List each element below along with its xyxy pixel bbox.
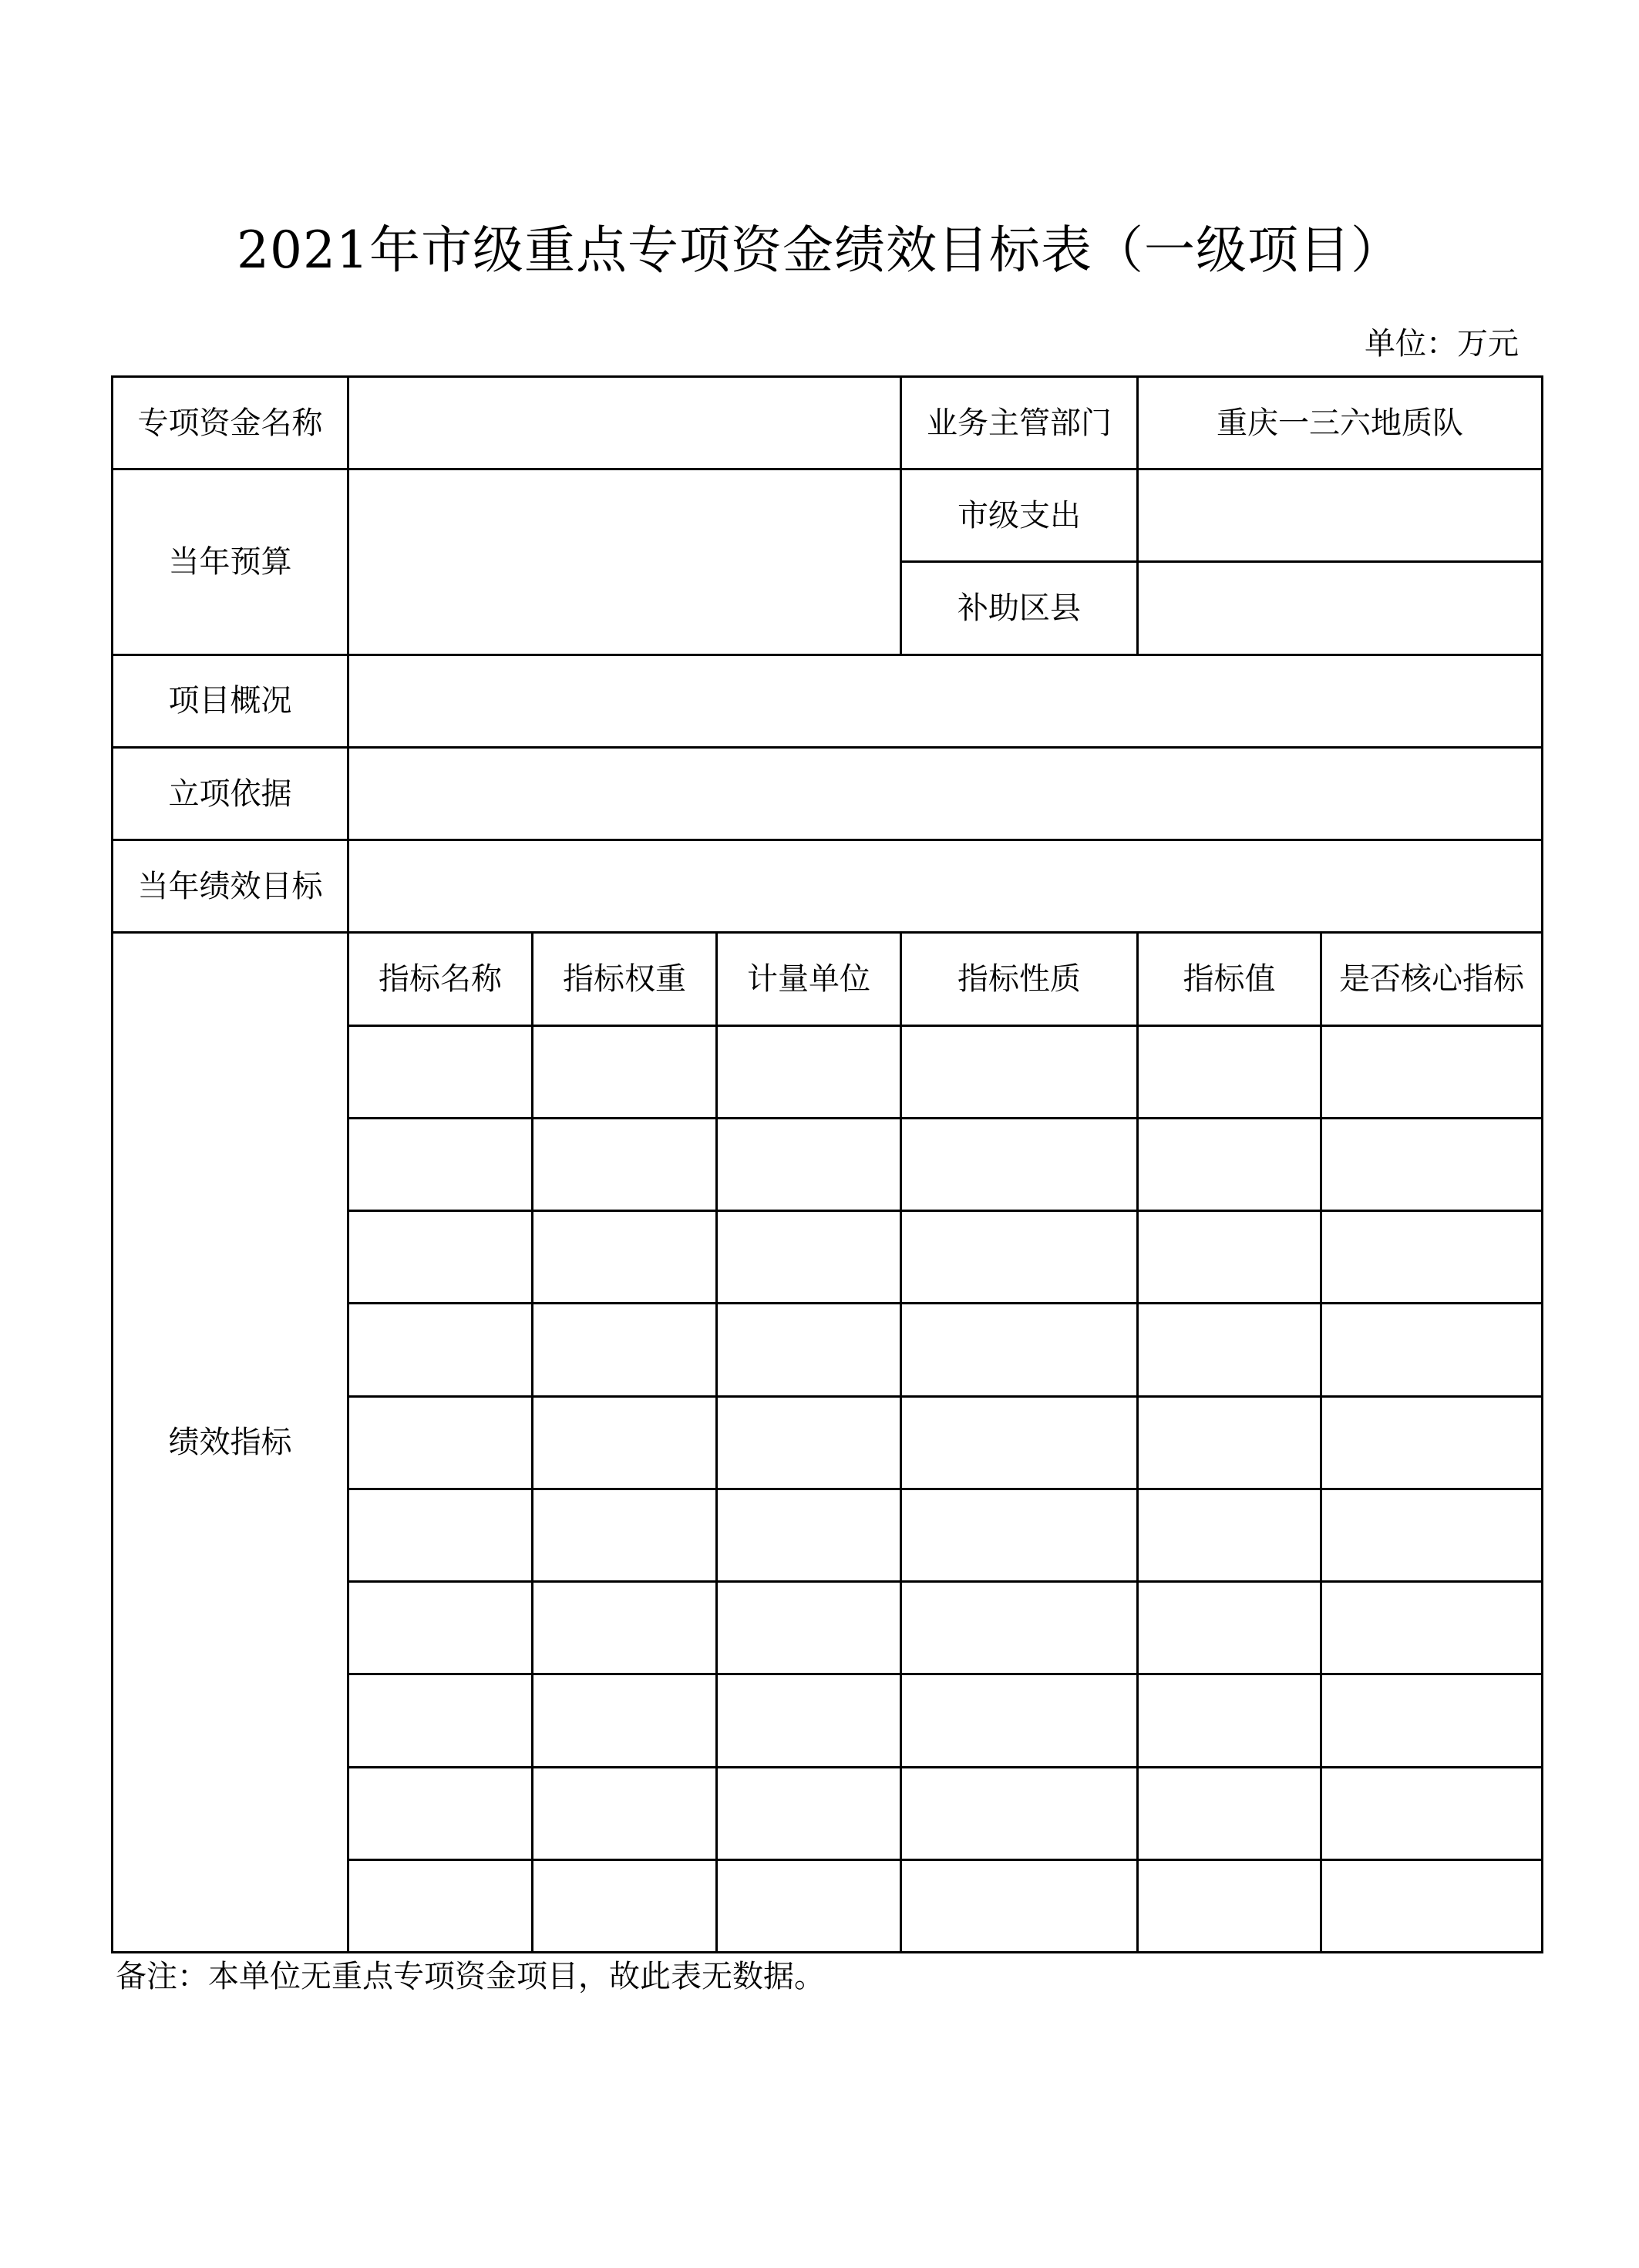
unit-label: 单位：万元 — [1365, 326, 1519, 362]
table-cell — [901, 1304, 1138, 1396]
table-cell — [717, 1118, 901, 1210]
basis-value — [348, 747, 1543, 840]
table-cell — [717, 1674, 901, 1767]
footnote: 备注：本单位无重点专项资金项目，故此表无数据。 — [116, 1959, 825, 1994]
department-value: 重庆一三六地质队 — [1138, 377, 1543, 469]
table-cell — [1138, 1489, 1321, 1581]
table-cell — [717, 1304, 901, 1396]
table-cell — [348, 1489, 533, 1581]
table-cell — [348, 1582, 533, 1674]
table-cell — [717, 1396, 901, 1489]
table-cell — [717, 1582, 901, 1674]
table-cell — [533, 1304, 717, 1396]
table-cell — [1138, 1304, 1321, 1396]
goal-label: 当年绩效目标 — [113, 840, 348, 933]
fund-name-label: 专项资金名称 — [113, 377, 348, 469]
table-cell — [901, 1396, 1138, 1489]
table-cell — [533, 1767, 717, 1859]
table-cell — [1321, 1582, 1543, 1674]
table-cell — [1138, 1396, 1321, 1489]
table-cell — [901, 1025, 1138, 1118]
table-cell — [348, 1025, 533, 1118]
table-cell — [1321, 1767, 1543, 1859]
table-cell — [533, 1674, 717, 1767]
table-cell — [901, 1211, 1138, 1304]
table-cell — [533, 1489, 717, 1581]
table-cell — [1321, 1674, 1543, 1767]
table-cell — [1321, 1025, 1543, 1118]
table-cell — [533, 1025, 717, 1118]
city-expense-value — [1138, 469, 1543, 562]
column-header: 计量单位 — [717, 933, 901, 1025]
department-label: 业务主管部门 — [901, 377, 1138, 469]
table-cell — [1138, 1767, 1321, 1859]
table-cell — [348, 1396, 533, 1489]
indicators-label: 绩效指标 — [113, 933, 348, 1953]
form-title: 2021年市级重点专项资金绩效目标表（一级项目） — [237, 220, 1402, 280]
table-cell — [1321, 1118, 1543, 1210]
overview-value — [348, 654, 1543, 747]
city-expense-label: 市级支出 — [901, 469, 1138, 562]
county-subsidy-value — [1138, 562, 1543, 654]
table-cell — [1138, 1118, 1321, 1210]
table-cell — [348, 1211, 533, 1304]
table-cell — [901, 1118, 1138, 1210]
table-cell — [1138, 1211, 1321, 1304]
table-cell — [901, 1489, 1138, 1581]
budget-label: 当年预算 — [113, 469, 348, 654]
table-cell — [1321, 1859, 1543, 1952]
table-cell — [717, 1025, 901, 1118]
table-cell — [533, 1118, 717, 1210]
table-cell — [901, 1767, 1138, 1859]
table-cell — [348, 1674, 533, 1767]
column-header: 指标名称 — [348, 933, 533, 1025]
table-cell — [1321, 1211, 1543, 1304]
column-header: 指标性质 — [901, 933, 1138, 1025]
county-subsidy-label: 补助区县 — [901, 562, 1138, 654]
table-cell — [1138, 1674, 1321, 1767]
table-cell — [717, 1489, 901, 1581]
overview-label: 项目概况 — [113, 654, 348, 747]
column-header: 是否核心指标 — [1321, 933, 1543, 1025]
table-cell — [1138, 1025, 1321, 1118]
table-cell — [901, 1582, 1138, 1674]
table-cell — [717, 1211, 901, 1304]
table-cell — [717, 1859, 901, 1952]
fund-name-value — [348, 377, 901, 469]
table-cell — [533, 1582, 717, 1674]
table-cell — [348, 1304, 533, 1396]
table-cell — [1138, 1859, 1321, 1952]
table-cell — [717, 1767, 901, 1859]
goal-value — [348, 840, 1543, 933]
basis-label: 立项依据 — [113, 747, 348, 840]
column-header: 指标权重 — [533, 933, 717, 1025]
table-cell — [533, 1396, 717, 1489]
performance-target-form — [111, 375, 1543, 1953]
table-cell — [901, 1859, 1138, 1952]
table-cell — [1321, 1489, 1543, 1581]
table-cell — [1321, 1304, 1543, 1396]
table-cell — [348, 1118, 533, 1210]
budget-value — [348, 469, 901, 654]
table-cell — [533, 1211, 717, 1304]
table-cell — [1138, 1582, 1321, 1674]
column-header: 指标值 — [1138, 933, 1321, 1025]
table-cell — [901, 1674, 1138, 1767]
table-cell — [348, 1859, 533, 1952]
table-cell — [348, 1767, 533, 1859]
table-cell — [533, 1859, 717, 1952]
table-cell — [1321, 1396, 1543, 1489]
